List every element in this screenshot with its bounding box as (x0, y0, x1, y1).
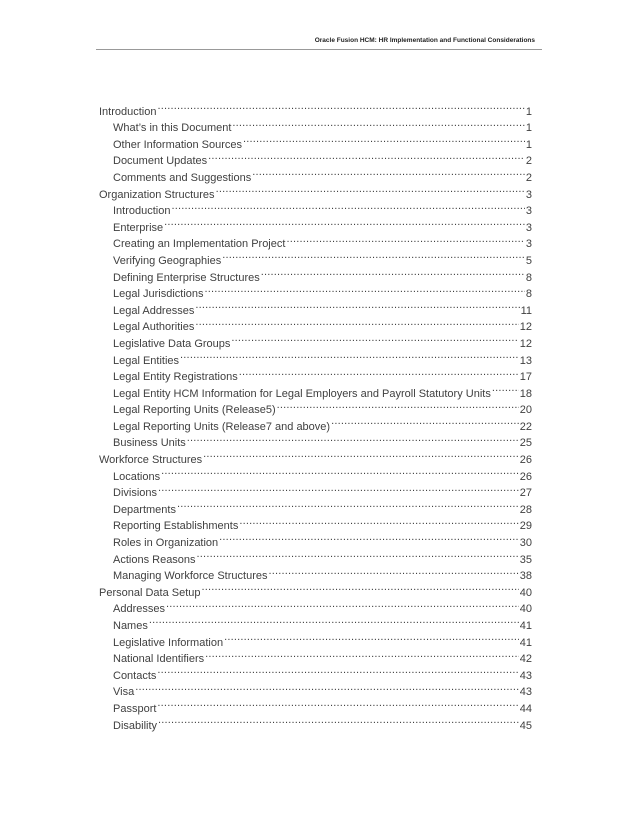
toc-page-number: 18 (519, 387, 532, 400)
toc-dot-leader (277, 397, 519, 414)
toc-page-number: 28 (519, 503, 532, 516)
toc-page-number: 40 (519, 586, 532, 599)
toc-dot-leader (286, 231, 524, 248)
toc-dot-leader (205, 646, 519, 663)
toc-dot-leader (157, 695, 518, 712)
toc-entry-title: Visa (113, 686, 135, 699)
toc-dot-leader (202, 579, 519, 596)
toc-entry-title: Locations (113, 470, 161, 483)
toc-entry-title: Enterprise (113, 221, 164, 234)
toc-entry-title: Legislative Information (113, 636, 224, 649)
toc-dot-leader (158, 480, 519, 497)
toc-page-number: 27 (519, 487, 532, 500)
toc-entry-title: Reporting Establishments (113, 520, 239, 533)
toc-entry-title: Business Units (113, 437, 186, 450)
toc-entry-title: Actions Reasons (113, 553, 196, 566)
toc-dot-leader (232, 115, 524, 132)
toc-entry-title: Legal Addresses (113, 304, 195, 317)
toc-subsection-entry[interactable] (99, 480, 532, 500)
toc-page-number: 43 (519, 669, 532, 682)
running-header-title: Oracle Fusion HCM: HR Implementation and Functional Considerations (314, 37, 535, 44)
toc-page-number: 1 (525, 122, 532, 135)
toc-entry-title: Roles in Organization (113, 537, 219, 550)
toc-page-number: 35 (519, 553, 532, 566)
toc-dot-leader (208, 148, 525, 165)
toc-page-number: 11 (520, 304, 532, 317)
toc-dot-leader (243, 131, 525, 148)
toc-page-number: 41 (519, 636, 532, 649)
toc-entry-title: Introduction (99, 105, 157, 118)
toc-entry-title: Names (113, 620, 148, 632)
toc-page-number: 22 (519, 420, 532, 433)
toc-page-number: 44 (519, 702, 532, 715)
toc-page-number: 1 (525, 105, 532, 118)
toc-page-number: 2 (525, 155, 532, 168)
toc-page-number: 8 (525, 288, 532, 301)
toc-entry-title: Creating an Implementation Project (113, 238, 286, 251)
toc-page-number: 1 (525, 138, 532, 151)
toc-entry-title: Introduction (113, 205, 171, 218)
toc-subsection-entry[interactable] (99, 115, 532, 135)
toc-page-number: 8 (525, 271, 532, 284)
toc-page-number: 5 (525, 254, 532, 267)
toc-subsection-entry[interactable] (99, 214, 532, 234)
header-divider (96, 49, 542, 50)
toc-dot-leader (222, 247, 525, 264)
toc-page-number: 3 (525, 221, 532, 234)
toc-page-number: 38 (519, 570, 532, 583)
toc-page-number: 42 (519, 653, 532, 666)
toc-dot-leader (177, 496, 519, 513)
toc-dot-leader (180, 347, 519, 364)
toc-dot-leader (157, 662, 518, 679)
toc-page-number: 13 (519, 354, 532, 367)
toc-page-number: 43 (519, 686, 532, 699)
toc-dot-leader (331, 413, 519, 430)
toc-entry-title: Document Updates (113, 155, 208, 168)
toc-entry-title: Defining Enterprise Structures (113, 271, 260, 284)
toc-subsection-entry[interactable] (99, 695, 532, 715)
toc-page-number: 45 (519, 719, 532, 732)
toc-page-number: 3 (525, 238, 532, 251)
toc-dot-leader (216, 181, 525, 198)
toc-entry-title: Legal Entity Registrations (113, 371, 238, 384)
table-of-contents (99, 98, 532, 732)
toc-dot-leader (252, 164, 525, 181)
toc-entry-title: Legislative Data Groups (113, 337, 231, 350)
toc-subsection-entry[interactable] (99, 712, 532, 732)
toc-page-number: 26 (519, 454, 532, 467)
toc-entry-title: Legal Entities (113, 354, 180, 367)
toc-entry-title: Legal Reporting Units (Release7 and above) (113, 420, 331, 433)
toc-entry-title: National Identifiers (113, 653, 205, 666)
toc-dot-leader (492, 380, 519, 397)
toc-subsection-entry[interactable] (99, 662, 532, 682)
toc-subsection-entry[interactable] (99, 231, 532, 251)
toc-subsection-entry[interactable] (99, 463, 532, 483)
toc-dot-leader (261, 264, 525, 281)
toc-entry-title: Disability (113, 719, 158, 732)
toc-entry-title: Comments and Suggestions (113, 171, 252, 184)
toc-page-number: 41 (519, 620, 532, 632)
toc-entry-title: Managing Workforce Structures (113, 570, 268, 583)
toc-dot-leader (135, 679, 519, 696)
toc-dot-leader (268, 563, 518, 580)
toc-page-number: 20 (519, 404, 532, 417)
toc-entry-title: Contacts (113, 669, 157, 682)
toc-dot-leader (231, 330, 518, 347)
toc-section-entry[interactable] (99, 98, 532, 118)
toc-page-number: 40 (519, 603, 532, 616)
toc-page-number: 3 (525, 188, 532, 201)
toc-entry-title: Passport (113, 702, 157, 715)
toc-entry-title: Personal Data Setup (99, 586, 201, 599)
toc-subsection-entry[interactable] (99, 496, 532, 516)
toc-page-number: 2 (525, 171, 532, 184)
toc-dot-leader (157, 98, 524, 115)
toc-entry-title: Other Information Sources (113, 138, 243, 151)
toc-page-number: 12 (519, 337, 532, 350)
toc-dot-leader (203, 446, 519, 463)
toc-page-number: 17 (519, 371, 532, 384)
toc-dot-leader (219, 529, 519, 546)
toc-dot-leader (205, 281, 525, 298)
toc-entry-title: Workforce Structures (99, 454, 203, 467)
toc-dot-leader (239, 513, 518, 530)
toc-entry-title: Divisions (113, 487, 158, 500)
toc-dot-leader (197, 546, 519, 563)
toc-dot-leader (166, 596, 519, 613)
toc-subsection-entry[interactable] (99, 679, 532, 699)
toc-page-number: 25 (519, 437, 532, 450)
toc-dot-leader (164, 214, 525, 231)
toc-entry-title: Legal Reporting Units (Release5) (113, 404, 276, 417)
toc-subsection-entry[interactable] (99, 612, 532, 632)
toc-entry-title: Legal Authorities (113, 321, 195, 334)
toc-page-number: 29 (519, 520, 532, 533)
toc-dot-leader (239, 364, 519, 381)
toc-entry-title: Legal Jurisdictions (113, 288, 204, 301)
toc-dot-leader (187, 430, 519, 447)
toc-dot-leader (158, 712, 519, 729)
toc-page-number: 30 (519, 537, 532, 550)
toc-dot-leader (149, 612, 519, 629)
toc-dot-leader (195, 314, 518, 331)
toc-page-number: 12 (519, 321, 532, 334)
toc-entry-title: Legal Entity HCM Information for Legal Employers and Payroll Statutory Units (113, 387, 491, 400)
toc-page-number: 26 (519, 470, 532, 483)
toc-entry-title: Organization Structures (99, 188, 215, 201)
toc-page-number: 3 (525, 205, 532, 218)
toc-dot-leader (224, 629, 519, 646)
toc-entry-title: Departments (113, 503, 176, 516)
toc-dot-leader (195, 297, 519, 314)
toc-subsection-entry[interactable] (99, 629, 532, 649)
toc-dot-leader (171, 198, 524, 215)
toc-dot-leader (161, 463, 519, 480)
toc-entry-title: Verifying Geographies (113, 254, 222, 267)
toc-entry-title: Addresses (113, 603, 165, 616)
toc-entry-title: What’s in this Document (113, 122, 232, 135)
